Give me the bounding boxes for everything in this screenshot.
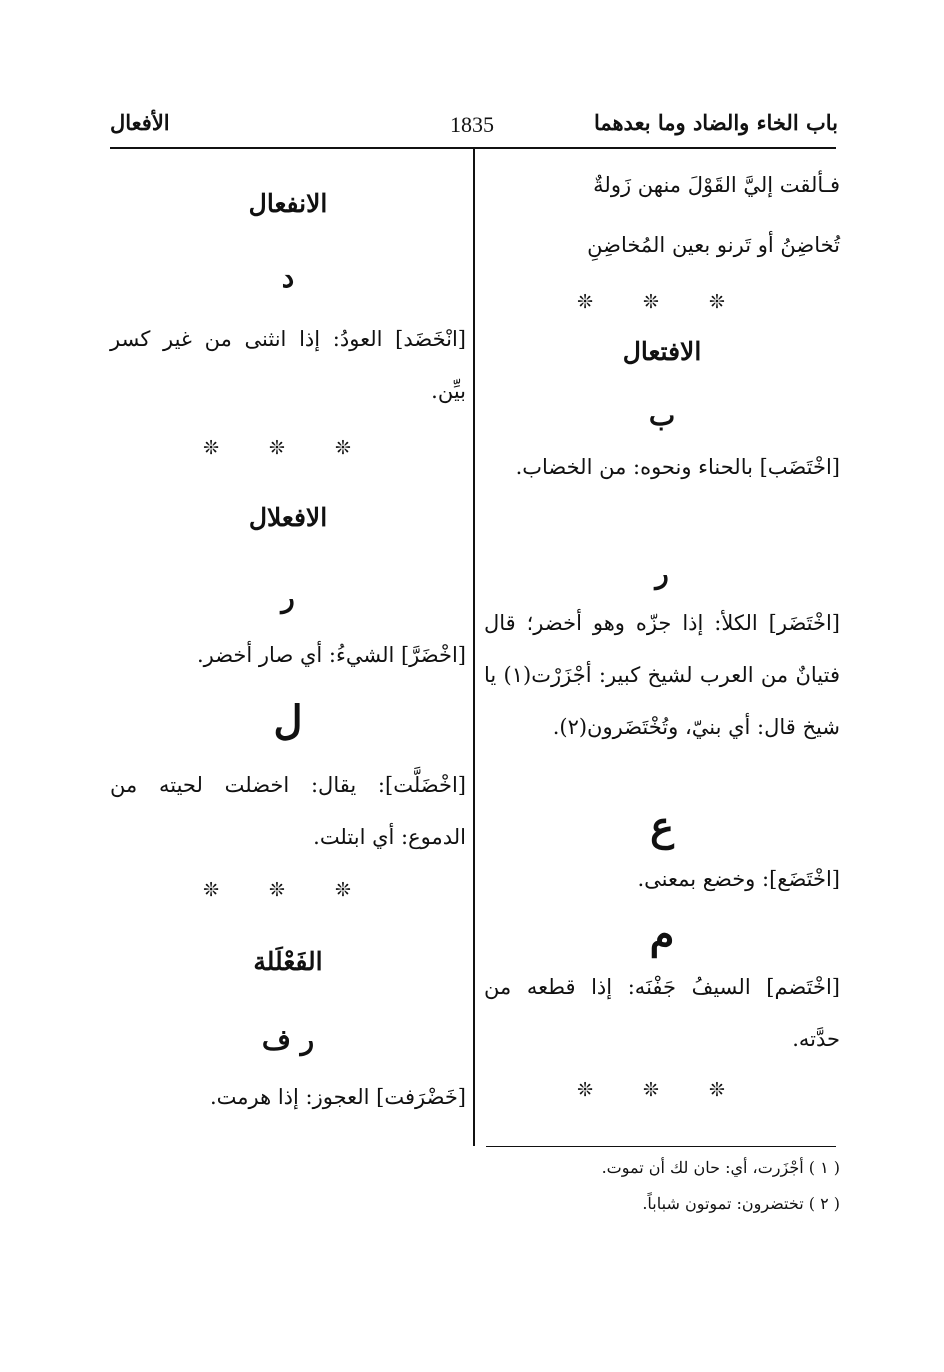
section-heading-infiaal: الانفعال bbox=[248, 189, 328, 218]
entry-khadrafat: [خَضْرَفت] العجوز: إذا هرمت. bbox=[209, 1085, 466, 1109]
letter-heading-r: ر bbox=[281, 581, 295, 614]
letter-heading-m: م bbox=[649, 911, 675, 958]
section-heading-ifilaal: الافعلال bbox=[248, 503, 328, 532]
section-heading-iftiaal: الافتعال bbox=[622, 337, 702, 366]
letter-heading-b: ب bbox=[648, 399, 676, 432]
footnote-rule bbox=[486, 1146, 836, 1147]
letter-heading-rf: ر ف bbox=[261, 1023, 315, 1056]
column-divider bbox=[473, 149, 475, 1146]
poem-line-1: فـألقت إليَّ القَوْلَ منهن زَولةٌ bbox=[593, 173, 840, 197]
entry-ikhtadab: [اخْتَضَب] بالحناء ونحوه: من الخضاب. bbox=[515, 455, 840, 479]
running-header-chapter: باب الخاء والضاد وما بعدهما bbox=[593, 110, 838, 135]
section-divider-stars: ❊ ❊ ❊ bbox=[577, 291, 747, 313]
letter-heading-l: ل bbox=[273, 697, 303, 744]
footnote-2: ( ٢ ) تختضرون: تموتون شباباً. bbox=[642, 1194, 840, 1213]
entry-inkhadad: [انْخَضَد] العودُ: إذا انثنى من غير كسر بيِّن. bbox=[110, 327, 466, 403]
section-divider-stars-2: ❊ ❊ ❊ bbox=[203, 879, 373, 901]
footnote-1: ( ١ ) أجْزَرت، أي: حان لك أن تموت. bbox=[601, 1158, 840, 1177]
entry-ikhtada: [اخْتَضَع]: وخضع بمعنى. bbox=[637, 867, 840, 891]
entry-ikhdallat: [اخْضَلَّت]: يقال: اخضلت لحيته من الدموع: أي ابتلت. bbox=[110, 773, 466, 849]
page-number: 1835 bbox=[450, 112, 494, 137]
running-header-section: الأفعال bbox=[110, 110, 170, 135]
poem-line-2: تُخاضِنُ أو تَرنو بعين المُخاضِنِ bbox=[587, 233, 840, 257]
section-divider-stars: ❊ ❊ ❊ bbox=[203, 437, 373, 459]
letter-heading-r: ر bbox=[655, 557, 669, 590]
section-heading-falala: الفَعْلَلة bbox=[253, 947, 323, 976]
section-divider-stars-2: ❊ ❊ ❊ bbox=[577, 1079, 747, 1101]
letter-heading-d: د bbox=[281, 261, 295, 294]
entry-ikhdarr: [اخْضَرَّ] الشيءُ: أي صار أخضر. bbox=[196, 643, 466, 667]
letter-heading-ain: ع bbox=[650, 803, 674, 850]
entry-ikhtadam: [اخْتَضم] السيفُ جَفْنَه: إذا قطعه من حدَّته. bbox=[484, 975, 840, 1051]
entry-ikhtadar: [اخْتَضَر] الكلأ: إذا جزّه وهو أخضر؛ قال فتيانٌ من العرب لشيخ كبير: أجْزَرْت(١) يا شيخ قال: أي بنيّ، وتُخْتَضَرون(٢). bbox=[484, 611, 840, 739]
